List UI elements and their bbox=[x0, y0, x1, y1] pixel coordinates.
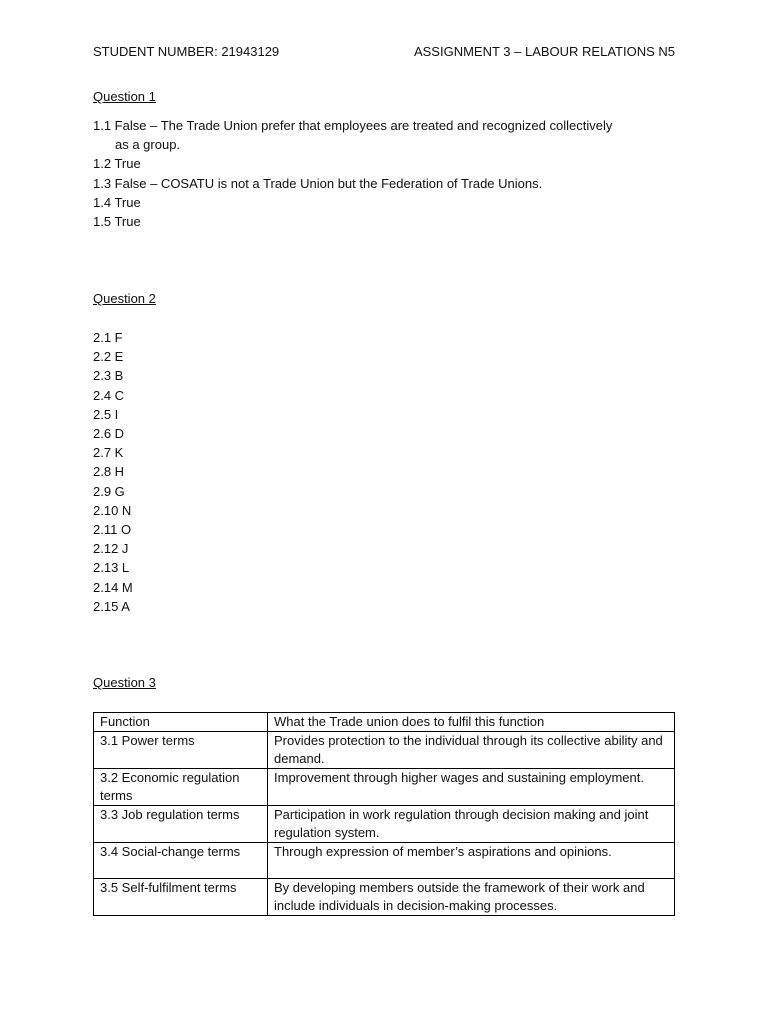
functions-table bbox=[93, 712, 675, 916]
answer-2-1: 2.1 F bbox=[93, 330, 123, 345]
question-1-title: Question 1 bbox=[93, 89, 156, 104]
answer-2-3: 2.3 B bbox=[93, 368, 124, 384]
answer-1-2: 1.2 True bbox=[93, 156, 141, 172]
table-cell: Through expression of member’s aspirations and opinions. bbox=[268, 843, 675, 879]
answer-2-12: 2.12 J bbox=[93, 541, 129, 557]
table-cell: 3.2 Economic regulation terms bbox=[94, 769, 268, 806]
table-header-row bbox=[94, 713, 675, 732]
table-header-cell: Function bbox=[94, 713, 268, 732]
question-2-answers bbox=[93, 328, 133, 616]
answer-2-15: 2.15 A bbox=[93, 598, 130, 614]
answer-1-5: 1.5 True bbox=[93, 214, 141, 230]
table-cell: 3.1 Power terms bbox=[94, 732, 268, 769]
table-row bbox=[94, 879, 675, 916]
answer-2-10: 2.10 N bbox=[93, 502, 132, 518]
page-header bbox=[93, 42, 675, 61]
answer-2-4: 2.4 C bbox=[93, 387, 125, 403]
table-row bbox=[94, 769, 675, 806]
answer-1-1 bbox=[93, 116, 675, 154]
student-number: STUDENT NUMBER: 21943129 bbox=[93, 44, 280, 59]
question-3-title: Question 3 bbox=[93, 675, 156, 690]
answer-2-5: 2.5 I bbox=[93, 406, 119, 422]
answer-2-8: 2.8 H bbox=[93, 464, 125, 480]
answer-2-14: 2.14 M bbox=[93, 579, 133, 595]
table-row bbox=[94, 806, 675, 843]
answer-2-7: 2.7 K bbox=[93, 445, 124, 461]
answer-2-13: 2.13 L bbox=[93, 560, 130, 576]
table-cell: Improvement through higher wages and sustaining employment. bbox=[268, 769, 675, 806]
table-cell: 3.5 Self-fulfilment terms bbox=[94, 879, 268, 916]
answer-1-3: 1.3 False – COSATU is not a Trade Union but the Federation of Trade Unions. bbox=[93, 175, 543, 191]
table-cell: 3.4 Social-change terms bbox=[94, 843, 268, 879]
table-cell: By developing members outside the framework of their work and include individuals in decision-making processes. bbox=[268, 879, 675, 916]
table-row bbox=[94, 732, 675, 769]
answer-1-4: 1.4 True bbox=[93, 194, 141, 210]
table-header-cell: What the Trade union does to fulfil this function bbox=[268, 713, 675, 732]
table-cell: 3.3 Job regulation terms bbox=[94, 806, 268, 843]
table-cell: Participation in work regulation through decision making and joint regulation system. bbox=[268, 806, 675, 843]
table-row bbox=[94, 843, 675, 879]
answer-2-6: 2.6 D bbox=[93, 426, 125, 442]
answer-line: 1.1 False – The Trade Union prefer that employees are treated and recognized collectively bbox=[93, 118, 613, 133]
answer-2-9: 2.9 G bbox=[93, 483, 125, 499]
question-1-answers bbox=[93, 116, 675, 231]
answer-2-2: 2.2 E bbox=[93, 349, 124, 365]
assignment-title: ASSIGNMENT 3 – LABOUR RELATIONS N5 bbox=[413, 44, 675, 59]
answer-2-11: 2.11 O bbox=[93, 522, 132, 538]
table-cell: Provides protection to the individual through its collective ability and demand. bbox=[268, 732, 675, 769]
question-2-title: Question 2 bbox=[93, 291, 156, 306]
answer-line-continued: as a group. bbox=[115, 137, 181, 153]
